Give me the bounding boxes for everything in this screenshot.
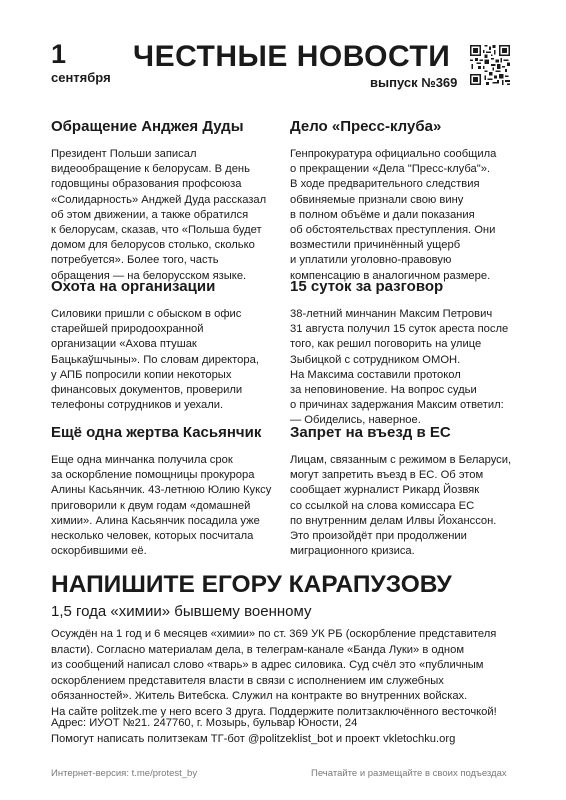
article-title: Дело «Пресс-клуба» bbox=[290, 118, 442, 135]
qr-code-icon bbox=[470, 45, 510, 85]
prison-address bbox=[51, 716, 455, 747]
article-line: обвиняемые признали свою вину bbox=[290, 193, 464, 206]
article-line: Алины Касьянчик. 43-летнюю Юлию Куксу bbox=[51, 484, 272, 497]
article-line: в полном объёме и дали показания bbox=[290, 208, 475, 221]
article-line: организации «Ахова птушак bbox=[51, 338, 197, 351]
article-line: о причинах задержания Максим ответил: bbox=[290, 399, 504, 412]
article-line: Зыбицкой с сотрудником ОМОН. bbox=[290, 353, 461, 366]
article-line: со ссылкой на слова комиссара ЕС bbox=[290, 499, 475, 512]
article-line: компенсацию в аналогичном размере. bbox=[290, 269, 491, 282]
article-organizations bbox=[51, 278, 276, 413]
article-line: у АПБ попросили копии некоторых bbox=[51, 368, 232, 381]
article-line: видеообращение к белорусам. В день bbox=[51, 163, 250, 176]
article-line: могут запретить въезд в ЕС. Об этом bbox=[290, 469, 484, 482]
newspaper-title: ЧЕСТНЫЕ НОВОСТИ bbox=[133, 40, 451, 73]
article-line: Бацькаўшчыны». По словам директора, bbox=[51, 353, 259, 366]
article-line: Еще одна минчанка получила срок bbox=[51, 454, 233, 466]
article-line: Генпрокуратура официально сообщила bbox=[290, 148, 497, 160]
article-line: об обстоятельствах преступления. Они bbox=[290, 224, 496, 237]
article-line: несколько человек, которых посчитала bbox=[51, 530, 254, 543]
article-title: 15 суток за разговор bbox=[290, 278, 444, 295]
article-line: годовщины образования профсоюза bbox=[51, 178, 242, 191]
date-month: сентября bbox=[51, 70, 111, 85]
help-line: Помогут написать политзекам ТГ-бот @politzeklist_bot и проект vkletochku.org bbox=[51, 732, 456, 745]
article-title: Охота на организации bbox=[51, 278, 216, 295]
article-line: финансовых документов, проверили bbox=[51, 384, 243, 397]
article-line: 38-летний минчанин Максим Петрович bbox=[290, 308, 493, 320]
article-body bbox=[290, 147, 515, 284]
article-line: Это произойдёт при продолжении bbox=[290, 530, 467, 543]
article-line: и уплатили уголовно-правовую bbox=[290, 254, 452, 267]
article-line: того, как решил поговорить на улице bbox=[290, 338, 482, 351]
appeal-line: На сайте politzek.me у него всего 3 друга. Поддержите политзаключённого весточкой! bbox=[51, 705, 497, 718]
article-line: домом для белорусов столько, сколько bbox=[51, 239, 255, 252]
article-line: старейшей природоохранной bbox=[51, 323, 204, 336]
article-line: за оскорбление помощницы прокурора bbox=[51, 469, 255, 482]
article-line: сообщает журналист Рикард Йозвяк bbox=[290, 484, 480, 497]
article-line: потребуется». Более того, часть bbox=[51, 254, 219, 267]
date-day: 1 bbox=[51, 39, 67, 69]
appeal-line: обязанностей». Житель Витебска. Служил на контракте во внутренних войсках. bbox=[51, 690, 468, 702]
article-body bbox=[51, 307, 276, 413]
appeal-title: НАПИШИТЕ ЕГОРУ КАРАПУЗОВУ bbox=[51, 571, 452, 598]
appeal-line: Осуждён на 1 год и 6 месяцев «химии» по ст. 369 УК РБ (оскорбление представителя bbox=[51, 628, 497, 640]
article-body bbox=[51, 453, 276, 559]
article-line: химии». Алина Касьянчик посадила уже bbox=[51, 514, 260, 527]
appeal-line: из сообщений написал слово «тварь» в адрес силовика. Суд счёл это «публичным bbox=[51, 659, 484, 671]
footer-print-note: Печатайте и размещайте в своих подъездах bbox=[311, 768, 507, 779]
article-15-days bbox=[290, 278, 515, 429]
address-line: Адрес: ИУОТ №21. 247760, г. Мозырь, бульвар Юности, 24 bbox=[51, 717, 358, 729]
appeal-line: власти). Согласно материалам дела, в телеграм-канале «Банда Луки» в одном bbox=[51, 643, 465, 656]
article-line: Президент Польши записал bbox=[51, 148, 197, 160]
article-eu-ban bbox=[290, 424, 515, 559]
article-line: «Солидарность» Анджей Дуда рассказал bbox=[51, 193, 267, 206]
article-line: за неповиновение. На вопрос судьи bbox=[290, 384, 477, 397]
article-line: о прекращении «Дела "Пресс-клуба"». bbox=[290, 163, 491, 176]
article-duda bbox=[51, 118, 276, 284]
article-line: — Обиделись, наверное. bbox=[290, 414, 421, 427]
article-line: к белорусам, сказав, что «Польша будет bbox=[51, 224, 262, 237]
article-press-club bbox=[290, 118, 515, 284]
article-line: обращения — на белорусском языке. bbox=[51, 269, 247, 282]
article-line: оскорбившими её. bbox=[51, 545, 147, 558]
issue-date bbox=[51, 40, 111, 85]
article-body bbox=[290, 307, 515, 429]
article-line: Лицам, связанным с режимом в Беларуси, bbox=[290, 454, 512, 466]
article-line: В ходе предварительного следствия bbox=[290, 178, 480, 191]
appeal-subtitle: 1,5 года «химии» бывшему военному bbox=[51, 603, 312, 620]
article-kasyanchik bbox=[51, 424, 276, 559]
article-line: об этом движении, а также обратился bbox=[51, 208, 249, 221]
article-title: Запрет на въезд в ЕС bbox=[290, 424, 451, 441]
article-line: возместили причинённый ущерб bbox=[290, 239, 461, 252]
article-line: миграционного кризиса. bbox=[290, 545, 415, 558]
article-title: Обращение Анджея Дуды bbox=[51, 118, 244, 135]
appeal-line: оскорблением представителя власти в связи с исполнением им служебных bbox=[51, 674, 444, 687]
article-body bbox=[290, 453, 515, 559]
article-title: Ещё одна жертва Касьянчик bbox=[51, 424, 262, 441]
article-line: Силовики пришли с обыском в офис bbox=[51, 308, 242, 320]
article-line: по внутренним делам Илвы Йохансcон. bbox=[290, 514, 497, 527]
article-line: приговорили к двум годам «домашней bbox=[51, 499, 251, 512]
article-line: 31 августа получил 15 суток ареста после bbox=[290, 323, 509, 336]
article-line: На Максима составили протокол bbox=[290, 368, 461, 381]
issue-number: выпуск №369 bbox=[370, 75, 458, 90]
footer-online-link[interactable]: Интернет-версия: t.me/protest_by bbox=[51, 768, 198, 779]
appeal-body bbox=[51, 627, 497, 720]
article-body bbox=[51, 147, 276, 284]
article-line: телефоны сотрудников и уехали. bbox=[51, 399, 224, 412]
